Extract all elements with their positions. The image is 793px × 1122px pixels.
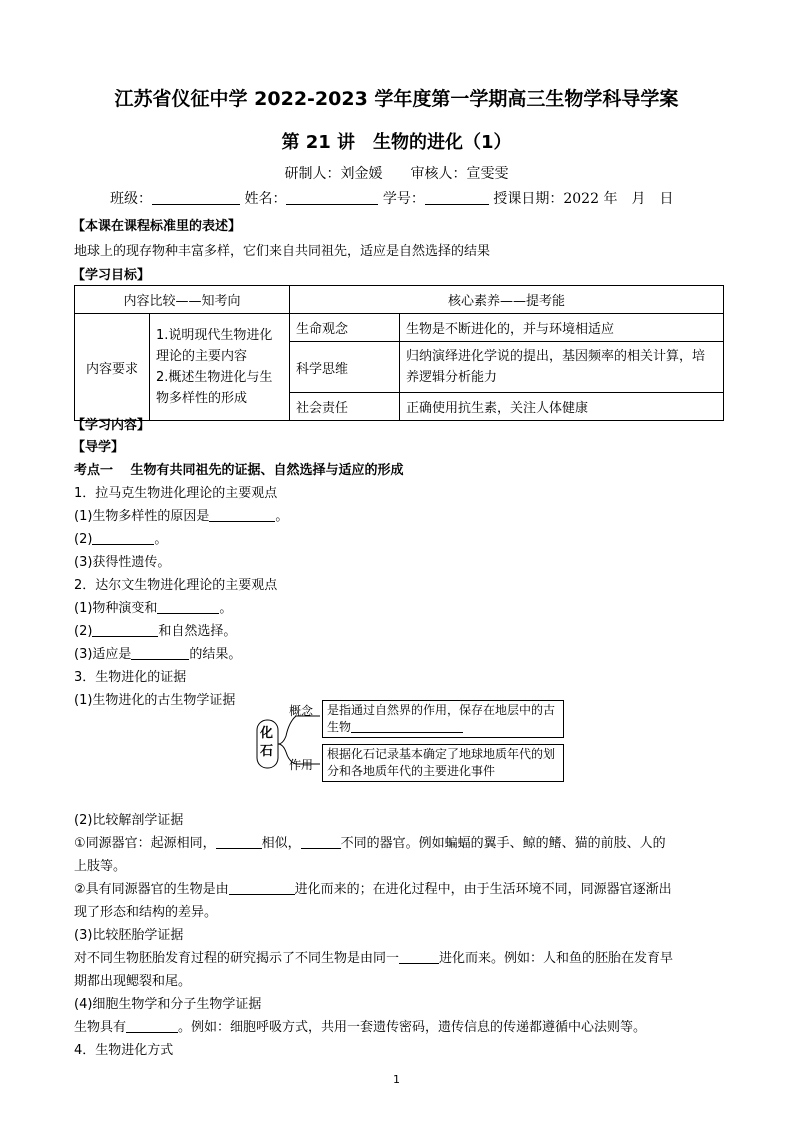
lesson-title: 第 21 讲 生物的进化（1）: [281, 132, 512, 153]
standard-heading: 【本课在课程标准里的表述】: [72, 219, 242, 234]
document-title: 江苏省仪征中学 2022-2023 学年度第一学期高三生物学科导学案: [114, 88, 679, 110]
student-info-line: [110, 188, 673, 208]
fossil-diagram: [256, 700, 566, 805]
literacy-name: 生命观念: [290, 314, 400, 342]
lamarck-item-1: (1)生物多样性的原因是 。: [74, 509, 289, 524]
anatomy-line-2: 上肢等。: [74, 859, 127, 874]
literacy-desc: 生物是不断进化的，并与环境相适应: [400, 314, 724, 342]
answer-blank[interactable]: [157, 599, 219, 614]
point-one-title: 考点一 生物有共同祖先的证据、自然选择与适应的形成: [74, 463, 404, 478]
name-blank[interactable]: [286, 190, 378, 205]
goals-heading: 【学习目标】: [72, 268, 151, 283]
answer-blank[interactable]: [216, 834, 262, 849]
learning-goals-table: [74, 285, 724, 421]
darwin-item-2: (2) 和自然选择。: [74, 624, 237, 639]
literacy-desc: 归纳演绎进化学说的提出，基因频率的相关计算，培养逻辑分析能力: [400, 342, 724, 393]
role-label: 作用: [289, 758, 314, 772]
literacy-name: 科学思维: [290, 342, 400, 393]
embryo-title: (3)比较胚胎学证据: [74, 928, 184, 943]
class-blank[interactable]: [152, 190, 240, 205]
lamarck-title: 1．拉马克生物进化理论的主要观点: [74, 486, 278, 501]
answer-blank[interactable]: [399, 949, 439, 964]
col1-header: 内容比较——知考向: [75, 286, 290, 314]
lamarck-item-2: (2) 。: [74, 532, 168, 547]
embryo-line-2: 期都出现鳃裂和尾。: [74, 974, 192, 989]
number-blank[interactable]: [425, 190, 489, 205]
embryo-line-1: 对不同生物胚胎发育过程的研究揭示了不同生物是由同一 进化而来。例如：人和鱼的胚胎在发育早: [74, 951, 674, 966]
anatomy-title: (2)比较解剖学证据: [74, 813, 184, 828]
answer-blank[interactable]: [131, 645, 189, 660]
role-box: 根据化石记录基本确定了地球地质年代的划分和各地质年代的主要进化事件: [322, 744, 564, 782]
answer-blank[interactable]: [92, 530, 154, 545]
table-header-row: [75, 286, 724, 314]
anatomy-line-4: 现了形态和结构的差异。: [74, 905, 218, 920]
lamarck-item-3: (3)获得性遗传。: [74, 555, 171, 570]
fossil-title: (1)生物进化的古生物学证据: [74, 693, 236, 708]
answer-blank[interactable]: [229, 880, 295, 895]
darwin-title: 2．达尔文生物进化理论的主要观点: [74, 578, 278, 593]
answer-blank[interactable]: [209, 507, 275, 522]
table-row: [75, 314, 724, 342]
modes-title: 4．生物进化方式: [74, 1043, 174, 1058]
content-heading: 【学习内容】: [72, 418, 151, 433]
darwin-item-1: (1)物种演变和 。: [74, 601, 233, 616]
guide-heading: 【导学】: [72, 440, 125, 455]
fossil-label: 化 石: [260, 726, 274, 759]
concept-box: 是指通过自然界的作用，保存在地层中的古生物: [322, 700, 564, 738]
literacy-name: 社会责任: [290, 393, 400, 421]
concept-label: 概念: [289, 704, 314, 718]
darwin-item-3: (3)适应是 的结果。: [74, 647, 242, 662]
evidence-title: 3．生物进化的证据: [74, 670, 187, 685]
anatomy-line-3: ②具有同源器官的生物是由 进化而来的；在进化过程中，由于生活环境不同，同源器官逐渐出: [74, 882, 672, 897]
name-label: 姓名：: [244, 191, 287, 207]
authors-line: 研制人：刘金媛 审核人：宣雯雯: [284, 166, 509, 182]
cell-title: (4)细胞生物学和分子生物学证据: [74, 997, 262, 1012]
number-label: 学号：: [382, 191, 425, 207]
literacy-desc: 正确使用抗生素，关注人体健康: [400, 393, 724, 421]
answer-blank[interactable]: [126, 1018, 178, 1033]
date-label: 授课日期：2022 年 月 日: [493, 191, 674, 207]
requirement-text: 1.说明现代生物进化理论的主要内容 2.概述生物进化与生物多样性的形成: [150, 314, 290, 421]
cell-line-1: 生物具有 。例如：细胞呼吸方式，共用一套遗传密码，遗传信息的传递都遵循中心法则等。: [74, 1020, 647, 1035]
requirement-label: 内容要求: [75, 314, 150, 421]
answer-blank[interactable]: [92, 622, 158, 637]
answer-blank[interactable]: [301, 834, 341, 849]
page-number: 1: [393, 1073, 400, 1086]
anatomy-line-1: ①同源器官：起源相同， 相似， 不同的器官。例如蝙蝠的翼手、鲸的鳍、猫的前肢、人的: [74, 836, 666, 851]
class-label: 班级：: [110, 191, 152, 207]
col2-header: 核心素养——提考能: [290, 286, 724, 314]
standard-text: 地球上的现存物种丰富多样，它们来自共同祖先，适应是自然选择的结果: [74, 244, 491, 259]
answer-blank[interactable]: [351, 720, 463, 733]
